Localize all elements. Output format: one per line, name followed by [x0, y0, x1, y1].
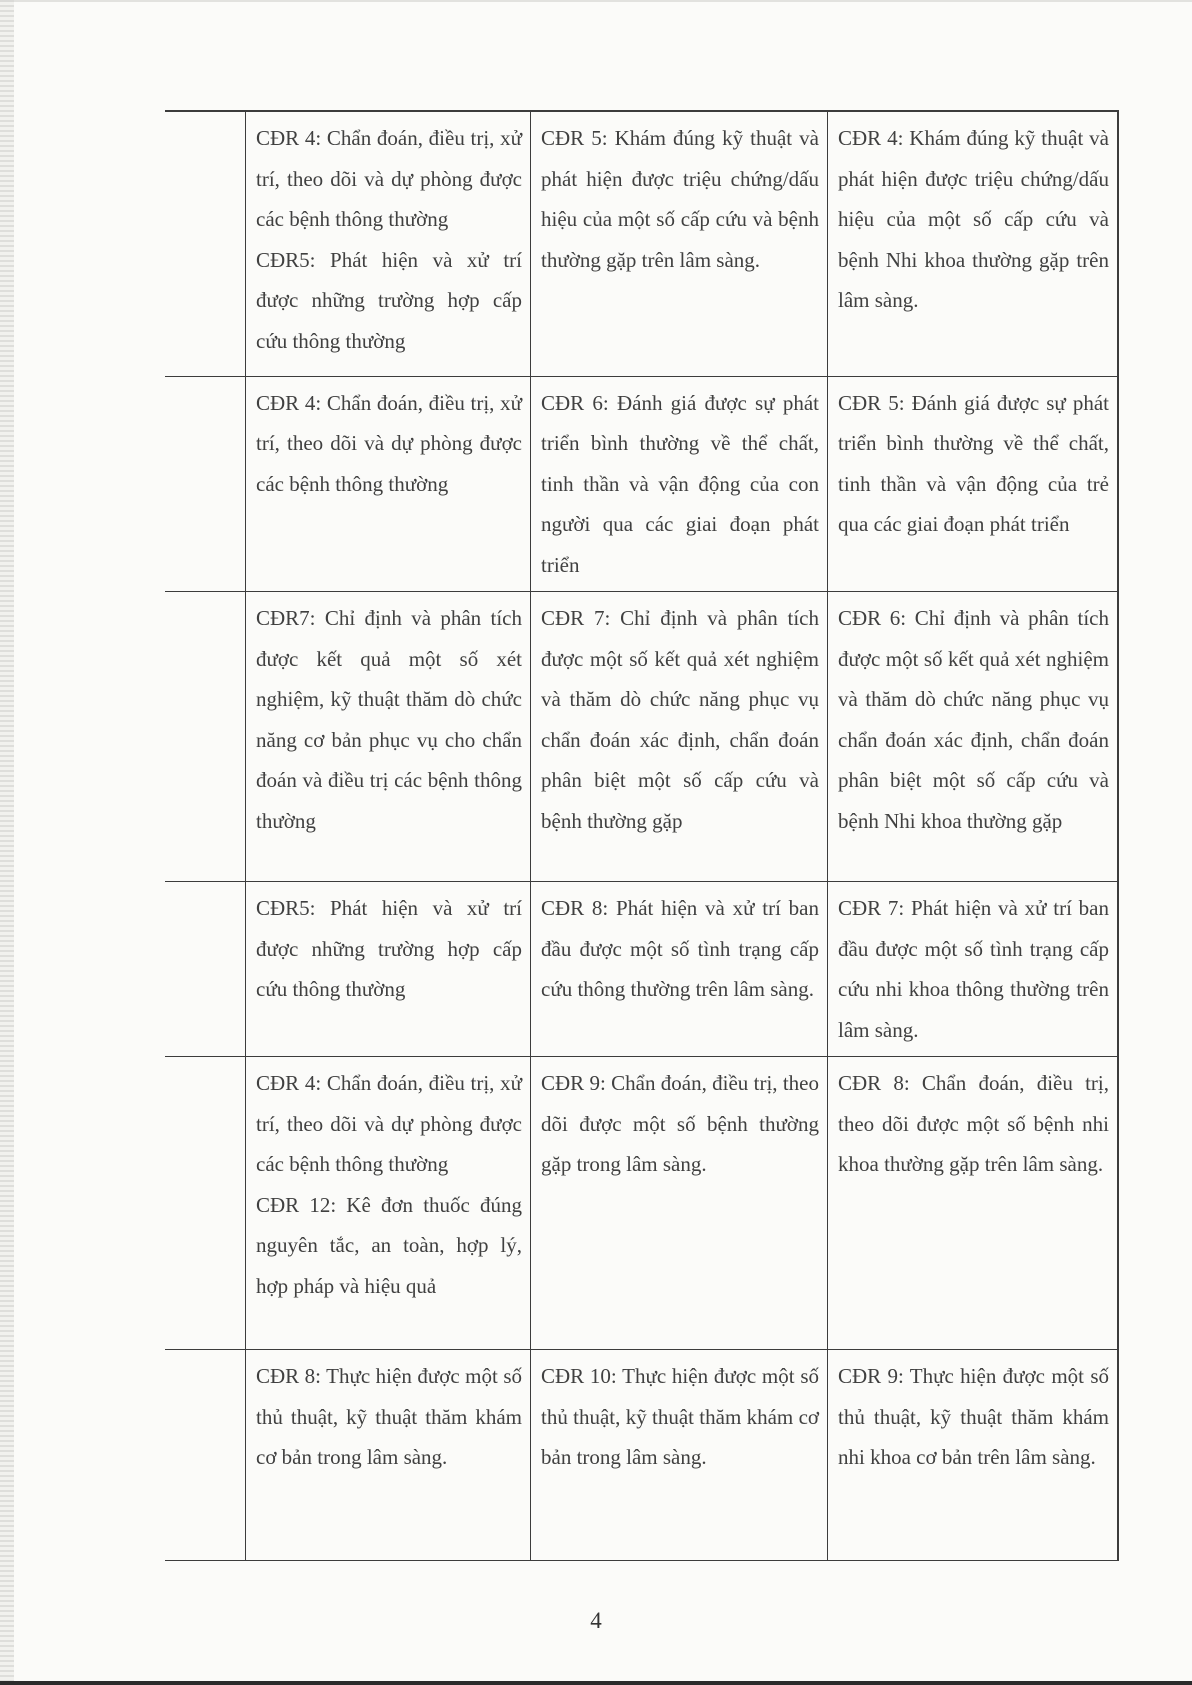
learning-outcomes-table — [165, 110, 1119, 1561]
pediatrics-outcome-cell — [828, 1350, 1119, 1561]
outcome-text: CĐR 8: Phát hiện và xử trí ban đầu được một số tình trạng cấp cứu thông thường trên lâm sàng. — [541, 896, 819, 1001]
table-row — [165, 376, 1118, 592]
pediatrics-outcome-cell — [828, 111, 1119, 376]
program-outcome-cell — [246, 1350, 531, 1561]
program-outcome-cell — [246, 1057, 531, 1350]
module-outcome-cell — [531, 1350, 828, 1561]
blank-cell — [165, 111, 246, 376]
blank-cell — [165, 376, 246, 592]
blank-cell — [165, 1350, 246, 1561]
pediatrics-outcome-cell — [828, 592, 1119, 882]
module-outcome-cell — [531, 1057, 828, 1350]
outcome-text: CĐR 6: Đánh giá được sự phát triển bình thường về thể chất, tinh thần và vận động của con người qua các giai đoạn phát triển — [541, 390, 819, 577]
outcome-text: CĐR 4: Chẩn đoán, điều trị, xử trí, theo dõi và dự phòng được các bệnh thông thường — [256, 1071, 522, 1176]
pediatrics-outcome-cell — [828, 1057, 1119, 1350]
blank-cell — [165, 1057, 246, 1350]
outcome-text: CĐR 4: Chẩn đoán, điều trị, xử trí, theo dõi và dự phòng được các bệnh thông thường — [256, 390, 522, 496]
outcome-text: CĐR 8: Chẩn đoán, điều trị, theo dõi được một số bệnh nhi khoa thường gặp trên lâm sàng. — [838, 1071, 1109, 1176]
module-outcome-cell — [531, 882, 828, 1057]
module-outcome-cell — [531, 111, 828, 376]
table-row — [165, 111, 1118, 376]
outcome-text: CĐR 10: Thực hiện được một số thủ thuật, kỹ thuật thăm khám cơ bản trong lâm sàng. — [541, 1364, 819, 1469]
table-row — [165, 1350, 1118, 1561]
scan-bottom-edge — [0, 1681, 1192, 1685]
blank-cell — [165, 592, 246, 882]
outcome-text: CĐR 9: Thực hiện được một số thủ thuật, kỹ thuật thăm khám nhi khoa cơ bản trên lâm sàng. — [838, 1364, 1109, 1469]
pediatrics-outcome-cell — [828, 376, 1119, 592]
module-outcome-cell — [531, 592, 828, 882]
outcome-text: CĐR 4: Chẩn đoán, điều trị, xử trí, theo dõi và dự phòng được các bệnh thông thường — [256, 126, 522, 231]
outcome-text: CĐR 7: Chỉ định và phân tích được một số kết quả xét nghiệm và thăm dò chức năng phục vụ chẩn đoán xác định, chẩn đoán phân biệt một số cấp cứu và bệnh thường gặp — [541, 606, 819, 833]
program-outcome-cell — [246, 376, 531, 592]
outcome-text: CĐR 8: Thực hiện được một số thủ thuật, kỹ thuật thăm khám cơ bản trong lâm sàng. — [256, 1364, 522, 1469]
program-outcome-cell — [246, 111, 531, 376]
outcome-text: CĐR 9: Chẩn đoán, điều trị, theo dõi được một số bệnh thường gặp trong lâm sàng. — [541, 1071, 819, 1176]
blank-cell — [165, 882, 246, 1057]
pediatrics-outcome-cell — [828, 882, 1119, 1057]
outcome-text: CĐR 4: Khám đúng kỹ thuật và phát hiện được triệu chứng/dấu hiệu của một số cấp cứu và bệnh Nhi khoa thường gặp trên lâm sàng. — [838, 126, 1109, 312]
table-row — [165, 1057, 1118, 1350]
outcome-text: CĐR 5: Khám đúng kỹ thuật và phát hiện được triệu chứng/dấu hiệu của một số cấp cứu và bệnh thường gặp trên lâm sàng. — [541, 126, 819, 272]
table-row — [165, 882, 1118, 1057]
outcome-text: CĐR7: Chỉ định và phân tích được kết quả một số xét nghiệm, kỹ thuật thăm dò chức năng cơ bản phục vụ cho chẩn đoán và điều trị các bệnh thông thường — [256, 606, 522, 833]
page-number: 4 — [590, 1608, 602, 1633]
scan-top-edge — [0, 0, 1192, 2]
outcome-text: CĐR 5: Đánh giá được sự phát triển bình thường về thể chất, tinh thần và vận động của trẻ qua các giai đoạn phát triển — [838, 390, 1109, 536]
outcome-text: CĐR 7: Phát hiện và xử trí ban đầu được một số tình trạng cấp cứu nhi khoa thông thường trên lâm sàng. — [838, 896, 1109, 1042]
table-row — [165, 592, 1118, 882]
module-outcome-cell — [531, 376, 828, 592]
outcome-text: CĐR5: Phát hiện và xử trí được những trường hợp cấp cứu thông thường — [256, 896, 522, 1001]
program-outcome-cell — [246, 882, 531, 1057]
program-outcome-cell — [246, 592, 531, 882]
outcome-text: CĐR5: Phát hiện và xử trí được những trường hợp cấp cứu thông thường — [256, 247, 522, 353]
outcome-text: CĐR 6: Chỉ định và phân tích được một số kết quả xét nghiệm và thăm dò chức năng phục vụ chẩn đoán xác định, chẩn đoán phân biệt một số cấp cứu và bệnh Nhi khoa thường gặp — [838, 606, 1109, 833]
scan-binding-edge — [0, 0, 14, 1685]
outcome-text: CĐR 12: Kê đơn thuốc đúng nguyên tắc, an toàn, hợp lý, hợp pháp và hiệu quả — [256, 1192, 522, 1298]
